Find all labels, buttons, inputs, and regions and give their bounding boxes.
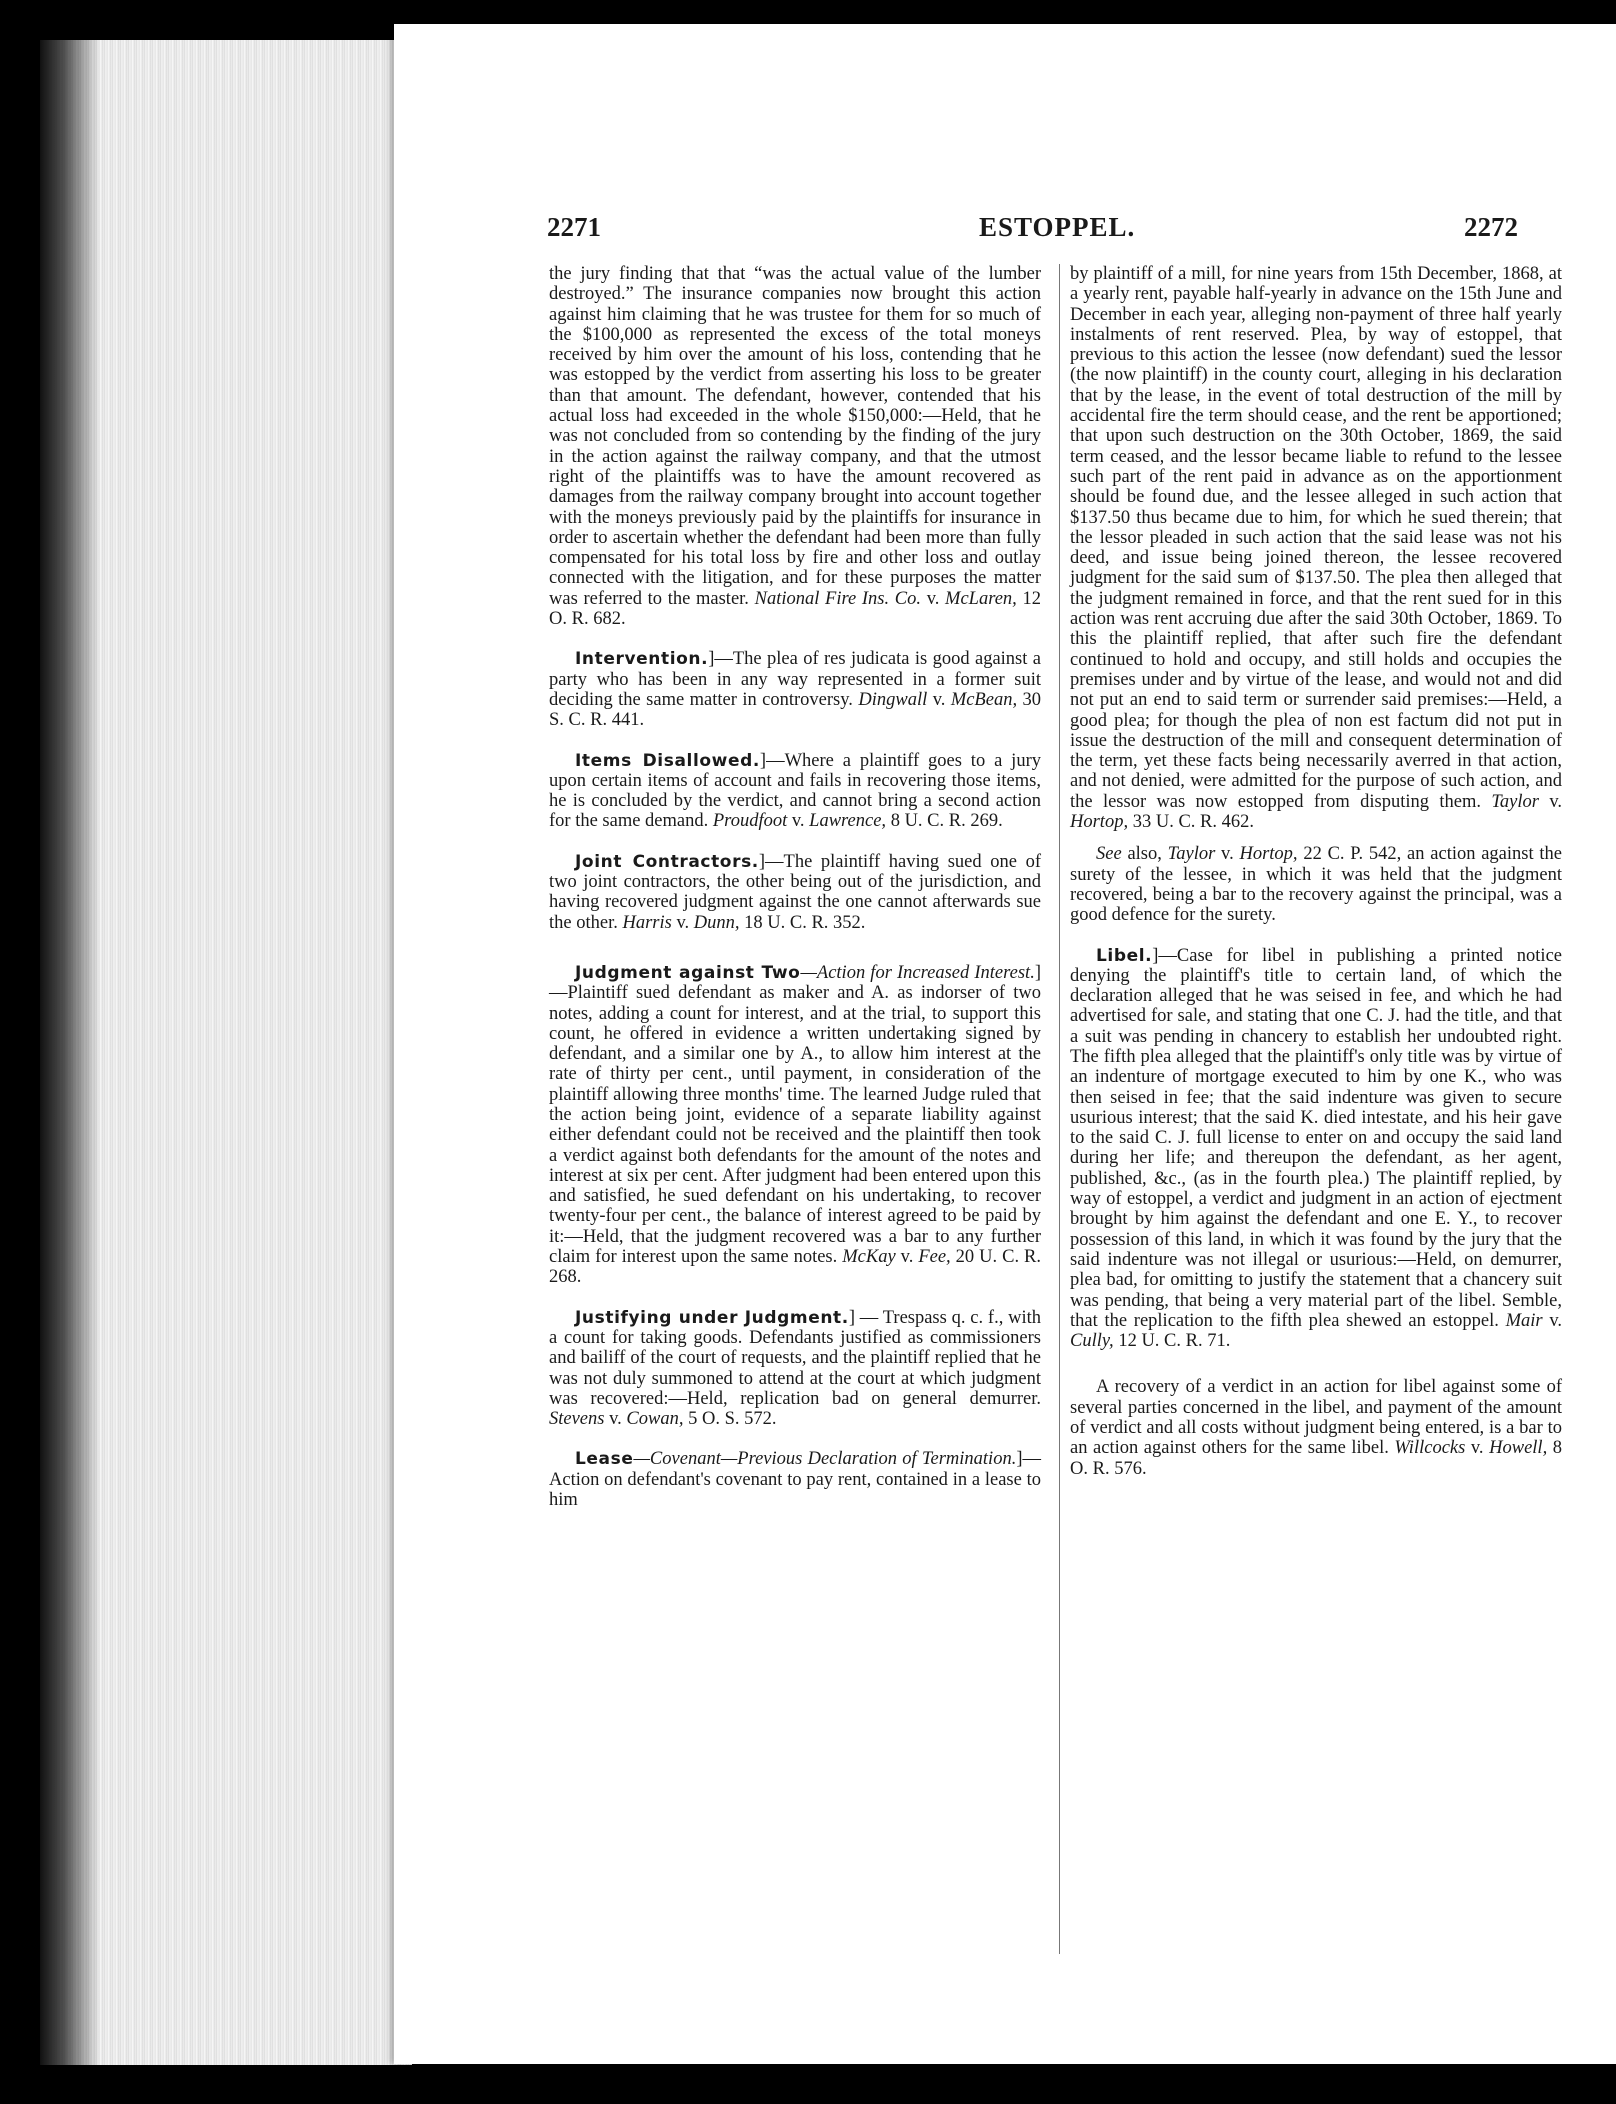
entry-text: ]—The plaintiff having sued one of two joint contractors, the other being out of the jurisdiction, and having recovered judgment against the one cannot afterwards sue the other.: [549, 851, 1041, 933]
case-party: Cowan,: [626, 1409, 684, 1430]
entry-judgment-against-two: [549, 963, 1041, 1288]
see-reference: See: [1096, 844, 1122, 865]
versus: v.: [1215, 844, 1240, 865]
citation: 18 U. C. R. 352.: [739, 912, 866, 933]
citation: 5 O. S. 572.: [683, 1409, 777, 1430]
case-party: Hortop,: [1070, 812, 1129, 833]
entry-libel: [1070, 946, 1562, 1352]
entry-heading: Items Disallowed.: [575, 750, 760, 771]
versus: v.: [921, 588, 946, 609]
case-party: Lawrence,: [809, 811, 887, 832]
versus: v.: [604, 1409, 627, 1430]
case-party: Fee,: [918, 1247, 951, 1268]
left-column: [549, 264, 1041, 1530]
citation: 20 U. C. R. 268.: [549, 1247, 1042, 1288]
entry-heading: Justifying under Judgment.: [575, 1307, 849, 1328]
entry-heading: Joint Contractors.: [575, 851, 759, 872]
citation: 12 O. R. 682.: [549, 588, 1041, 630]
citation: 30 S. C. R. 441.: [549, 689, 1042, 731]
case-name: National Fire Ins. Co.: [754, 588, 922, 609]
entry-heading: Libel.: [1096, 945, 1153, 966]
entry-subheading: —Action for Increased Interest.: [800, 962, 1035, 983]
book-page: [394, 24, 1616, 2064]
entry-see-also: [1070, 844, 1562, 925]
entry-heading: Intervention.: [575, 649, 709, 670]
column-divider: [1059, 264, 1060, 1954]
right-column: [1070, 264, 1562, 1499]
entry-text: A recovery of a verdict in an action for libel against some of several parties concerned in the libel, and payment of the amount of verdict and all costs without judgment being entered, is a bar to an action against others for the same libel.: [1070, 1377, 1562, 1459]
entry-text: also,: [1121, 844, 1168, 865]
case-name: Stevens: [549, 1409, 605, 1430]
running-header: [394, 212, 1616, 248]
case-party: McLaren,: [945, 588, 1017, 609]
entry-text: ]—The plea of res judicata is good against a party who has been in any way represented in a former suit deciding the same matter in controversy.: [549, 649, 1041, 710]
versus: v.: [1465, 1438, 1490, 1459]
left-page-number: 2271: [547, 212, 601, 242]
entry-libel-recovery: [1070, 1377, 1562, 1478]
entry-text: ] — Trespass q. c. f., with a count for taking goods. Defendants justified as commissioners and bailiff of the court of requests, and the plaintiff replied that he was not duly summoned to attend at the court at which judgment was recovered:—Held, replication bad on general demurrer.: [549, 1307, 1042, 1409]
entry-joint-contractors: [549, 852, 1041, 933]
right-page-number: 2272: [1464, 212, 1518, 242]
entry-justifying-under-judgment: [549, 1308, 1041, 1430]
versus: v.: [927, 689, 951, 710]
entry-text: the jury finding that that “was the actual value of the lumber destroyed.” The insurance companies now brought this action against him claiming that he was trustee for them for so much of the $100,000 as represented the excess of the total moneys received by him over the amount of his loss, contending that he was estopped by the verdict from asserting his loss to be greater than that amount. The defendant, however, contended that his actual loss had exceeded in the whole $150,000:—Held, that he was not concluded from so contending by the finding of the jury in the action against the railway company, and that the utmost right of the plaintiffs was to have the amount recovered as damages from the railway company brought into account together with the moneys previously paid by the plaintiffs for insurance in order to ascertain whether the defendant had been more than fully compensated for his total loss by fire and other loss and outlay connected with the litigation, and for these purposes the matter was referred to the master.: [549, 264, 1041, 609]
entry-text: ]—Where a plaintiff goes to a jury upon certain items of account and fails in recovering those items, he is concluded by the verdict, and cannot bring a second action for the same demand.: [549, 750, 1041, 832]
entry-continuation: [549, 264, 1041, 629]
entry-text: ]—Plaintiff sued defendant as maker and A. as indorser of two notes, adding a count for interest, and at the trial, to support this count, he offered in evidence a written undertaking signed by defendant, and a similar one by A., to allow him interest at the rate of thirty per cent., until payment, in consideration of the plaintiff allowing three months' time. The learned Judge ruled that the action being joint, evidence of a separate liability against either defendant could not be received and the plaintiff then took a verdict against both defendants for the amount of the notes and interest at six per cent. After judgment had been entered upon this and satisfied, he sued defendant on his undertaking, to recover twenty-four per cent., the balance of interest agreed to be paid by it:—Held, that the judgment recovered was a bar to any further claim for interest upon the same notes.: [549, 962, 1041, 1268]
entry-heading: Lease: [575, 1449, 634, 1470]
entry-items-disallowed: [549, 751, 1041, 832]
case-party: Hortop,: [1239, 844, 1298, 865]
page-title: ESTOPPEL.: [979, 212, 1136, 242]
citation: 8 O. R. 576.: [1070, 1438, 1563, 1479]
case-party: Cully,: [1070, 1331, 1114, 1352]
case-name: Willcocks: [1394, 1438, 1466, 1459]
case-party: Howell,: [1489, 1438, 1548, 1459]
case-name: Dingwall: [858, 689, 928, 710]
case-name: Taylor: [1491, 791, 1539, 812]
entry-subheading: —Covenant—Previous Declaration of Termination.: [633, 1449, 1017, 1470]
citation: 8 U. C. R. 269.: [886, 811, 1003, 832]
entry-heading: Judgment against Two: [575, 962, 801, 983]
case-name: Proudfoot: [712, 811, 788, 832]
entry-continuation: [1070, 264, 1562, 832]
entry-lease: [549, 1449, 1041, 1510]
case-party: McBean,: [950, 689, 1018, 710]
case-name: Taylor: [1167, 844, 1216, 865]
entry-text: ]—Action on defendant's covenant to pay rent, contained in a lease to him: [549, 1449, 1041, 1511]
entry-text: 22 C. P. 542, an action against the surety of the lessee, in which it was held that the judgment recovered, being a bar to the recovery against the principal, was a good defence for the surety.: [1070, 844, 1562, 926]
entry-text: by plaintiff of a mill, for nine years from 15th December, 1868, at a yearly rent, payable half-yearly in advance on the 15th June and December in each year, alleging non-payment of three half yearly instalments of rent reserved. Plea, by way of estoppel, that previous to this action the lessee (now defendant) sued the lessor (the now plaintiff) in the county court, alleging in his declaration that by the lease, in the event of total destruction of the mill by accidental fire the term should cease, and the rent be apportioned; that upon such destruction on the 30th October, 1869, the said term ceased, and the lessor became liable to refund to the lessee such part of the rent paid in advance as on the apportionment should be found due, and the lessee alleged in such action that $137.50 thus became due to him, for which he sued therein; that the lessor pleaded in such action that the said lease was not his deed, and issue being joined thereon, the lessee recovered judgment for the said sum of $137.50. The plea then alleged that the judgment remained in force, and that the rent sued for in this action was rent accruing due after the said 30th October, 1869. To this the plaintiff replied, that after such fire the defendant continued to hold and occupy, and still holds and occupies the premises under and by virtue of the lease, and would not and did not put an end to said term or surrender said premises:—Held, a good plea; for though the plea of non est factum did not put in issue the destruction of the mill and consequent determination of the term, yet these facts being necessarily averred in that action, and not denied, were admitted for the purpose of such action, and the lessor was now estopped from disputing them.: [1070, 264, 1562, 812]
versus: v.: [1538, 791, 1562, 812]
versus: v.: [895, 1247, 919, 1268]
citation: 12 U. C. R. 71.: [1113, 1331, 1231, 1352]
case-name: Harris: [622, 912, 672, 933]
case-name: Mair: [1505, 1310, 1543, 1331]
book-spine-shadow: [40, 40, 100, 2065]
versus: v.: [671, 912, 694, 933]
entry-intervention: [549, 649, 1041, 730]
case-party: Dunn,: [693, 912, 740, 933]
versus: v.: [1542, 1310, 1562, 1331]
citation: 33 U. C. R. 462.: [1128, 812, 1254, 833]
case-name: McKay: [842, 1247, 896, 1268]
entry-text: ]—Case for libel in publishing a printed notice denying the plaintiff's title to certain land, of which the declaration alleged that he was seised in fee, and which he had advertised for sale, and stating that one C. J. had the title, and that a suit was pending in chancery to establish her undoubted right. The fifth plea alleged that the plaintiff's only title was by virtue of an indenture of mortgage executed to him by one K., who was then seised in fee; that the said indenture was given to secure usurious interest; that the said K. died intestate, and his heir gave to the said C. J. full license to enter on and occupy the said land during her life; and thereupon the defendant, as her agent, published, &c., (as in the fourth plea.) The plaintiff replied, by way of estoppel, a verdict and judgment in an action of ejectment brought by him against the defendant and one E. Y., to recover possession of this land, in which it was found by the jury that the said indenture was not illegal or usurious:—Held, on demurrer, plea bad, for omitting to justify the statement that a chancery suit was pending, that being a very material part of the libel. Semble, that the replication to the fifth plea shewed an estoppel.: [1070, 945, 1562, 1331]
versus: v.: [787, 811, 810, 832]
